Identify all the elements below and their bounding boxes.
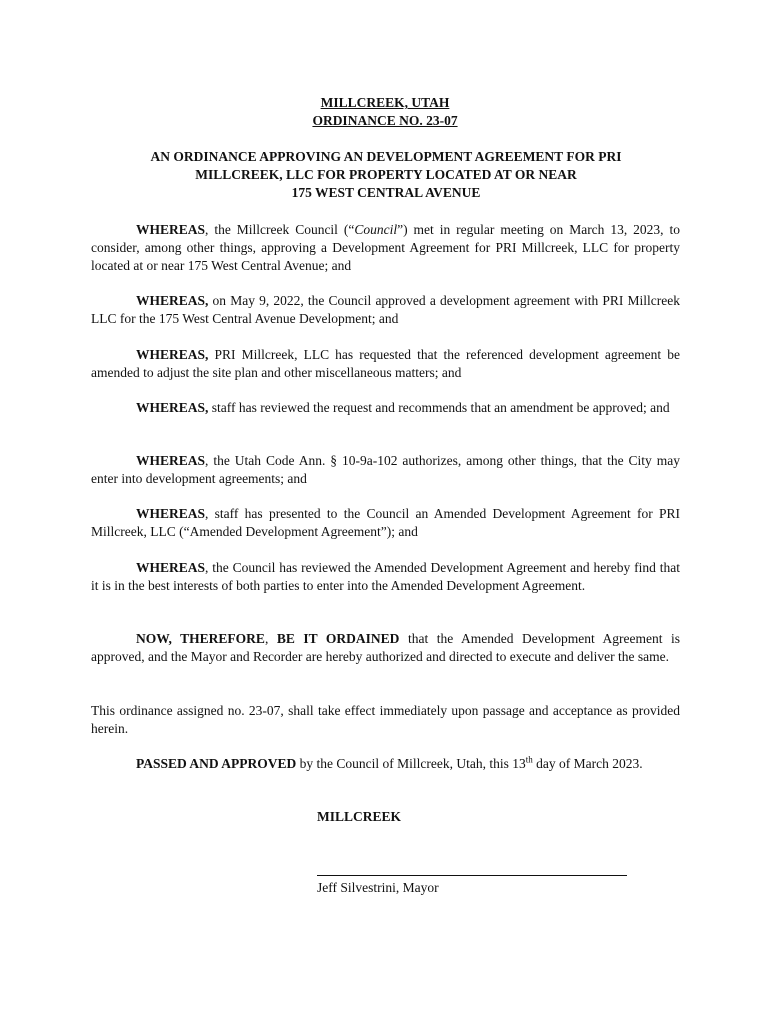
recital-keyword: WHEREAS, [136,400,209,415]
document-city-heading: MILLCREEK, UTAH [320,95,450,110]
recital-keyword: WHEREAS [136,222,206,237]
signature-entity: MILLCREEK [317,809,402,824]
recital-paragraph-7 [91,559,680,595]
recital-paragraph-2 [91,292,680,328]
recital-keyword: WHEREAS, [136,347,209,362]
recital-text: , the Council has reviewed the Amended Development Agreement and hereby find that it is in the best interests of both parties to enter into the Amended Development Agreement. [91,560,680,593]
passed-keyword: PASSED AND APPROVED [136,756,297,771]
passed-text: by the Council of Millcreek, Utah, this 13 [296,756,526,771]
ordinance-number-heading: ORDINANCE NO. 23-07 [312,113,458,128]
recital-text: ”) met in regular meeting on March 13, 2023, to consider, among other things, approving a Development Agreement for PRI Millcreek, LLC for property located at or near 175 West Central Avenue; and [91,222,680,273]
recital-text: , the Millcreek Council (“ [205,222,355,237]
signatory-name: Jeff Silvestrini, Mayor [317,880,439,895]
recital-text: staff has reviewed the request and recommends that an amendment be approved; and [208,400,670,415]
ordaining-paragraph [91,630,680,666]
recital-text: on May 9, 2022, the Council approved a development agreement with PRI Millcreek LLC for the 175 West Central Avenue Development; and [91,293,680,326]
recital-paragraph-5 [91,452,680,488]
effective-date-paragraph: This ordinance assigned no. 23-07, shall take effect immediately upon passage and acceptance as provided herein. [91,703,680,736]
recital-keyword: WHEREAS, [136,293,209,308]
ordinal-suffix: th [525,754,533,765]
ordaining-keyword: BE IT ORDAINED [276,631,400,646]
recital-text: , staff has presented to the Council an Amended Development Agreement for PRI Millcreek, LLC (“Amended Development Agreement”); and [91,506,680,539]
passed-approved-paragraph [91,755,680,773]
recital-text: PRI Millcreek, LLC has requested that the referenced development agreement be amended to adjust the site plan and other miscellaneous matters; and [91,347,680,380]
recital-paragraph-1 [91,221,680,275]
ordinance-title-line-1: AN ORDINANCE APPROVING AN DEVELOPMENT AGREEMENT FOR PRI [150,149,622,164]
recital-keyword: WHEREAS [136,506,206,521]
ordaining-separator: , [264,631,277,646]
ordinance-title-line-3: 175 WEST CENTRAL AVENUE [291,185,481,200]
passed-text: day of March 2023. [532,756,643,771]
recital-text: , the Utah Code Ann. § 10-9a-102 authorizes, among other things, that the City may enter into development agreements; and [91,453,680,486]
ordaining-keyword: NOW, THEREFORE [136,631,265,646]
recital-paragraph-6 [91,505,680,541]
recital-paragraph-3 [91,346,680,382]
signature-line [317,875,627,876]
ordinance-title-line-2: MILLCREEK, LLC FOR PROPERTY LOCATED AT OR NEAR [195,167,577,182]
defined-term: Council [354,222,398,237]
recital-paragraph-4 [91,399,680,417]
recital-keyword: WHEREAS [136,560,206,575]
recital-keyword: WHEREAS [136,453,206,468]
ordaining-text: that the Amended Development Agreement is approved, and the Mayor and Recorder are hereby authorized and directed to execute and deliver the same. [91,631,681,664]
